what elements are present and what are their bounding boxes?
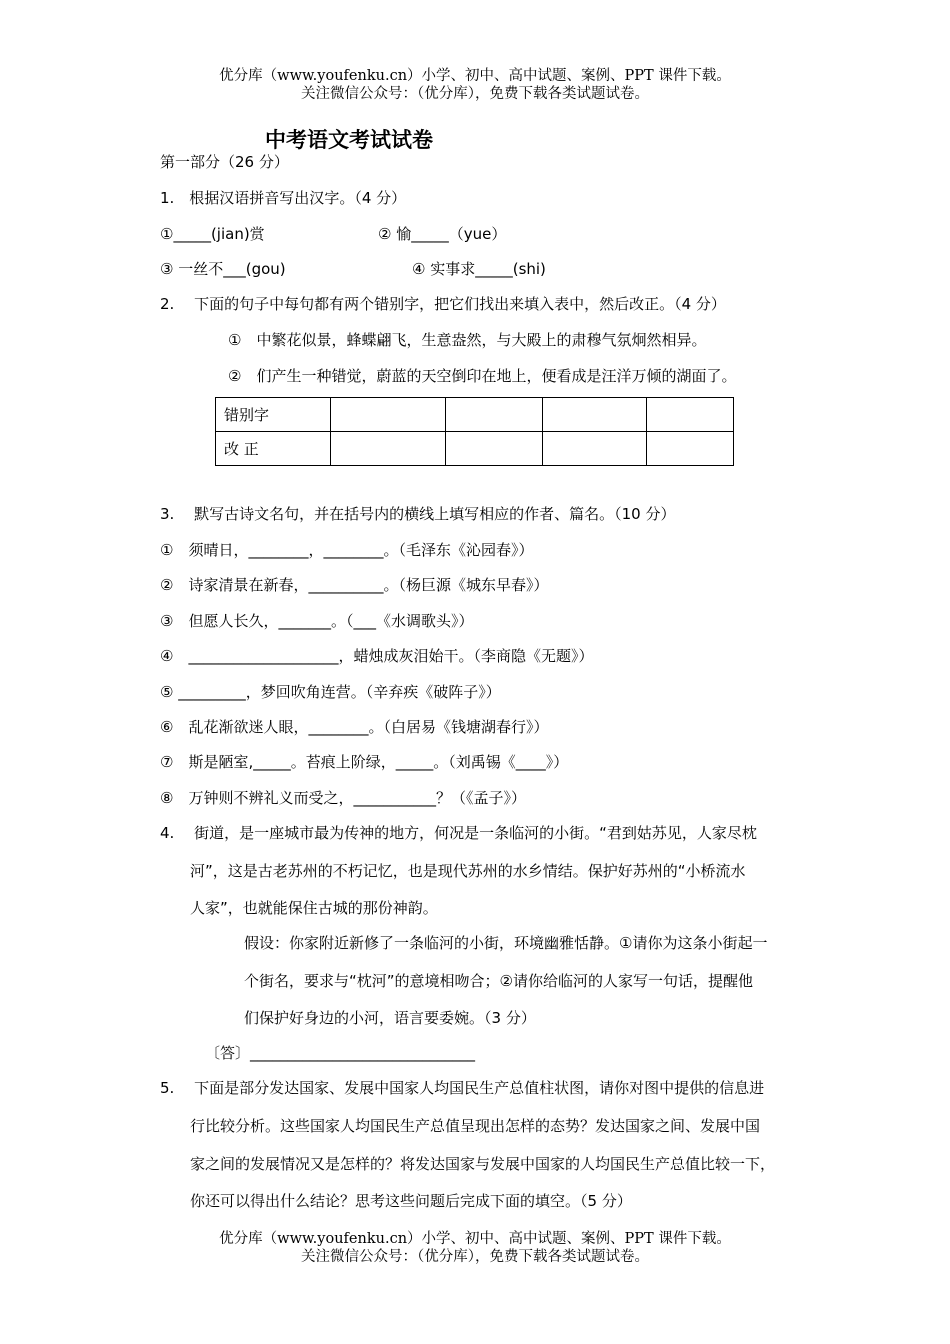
q3-item: ⑥ 乱花渐欲迷人眼，________。（白居易《钱塘湖春行》） bbox=[160, 718, 549, 736]
q3-item: ⑤ _________，梦回吹角连营。（辛弃疾《破阵子》） bbox=[160, 683, 501, 701]
table-cell[interactable] bbox=[543, 398, 647, 432]
q1-item-c: ③ 一丝不___(gou) bbox=[160, 260, 286, 278]
q4-line: 4. 街道，是一座城市最为传神的地方，何况是一条临河的小街。“君到姑苏见，人家尽枕 bbox=[160, 824, 757, 842]
table-row bbox=[216, 398, 734, 432]
q3-item: ① 须晴日，________，________。（毛泽东《沁园春》） bbox=[160, 541, 534, 559]
q2-sentence-1: ① 中繁花似景，蜂蝶翩飞，生意盎然，与大殿上的肃穆气氛炯然相异。 bbox=[228, 331, 707, 349]
q3-item: ② 诗家清景在新春，__________。（杨巨源《城东早春》） bbox=[160, 576, 549, 594]
q1-stem: 1. 根据汉语拼音写出汉字。（4 分） bbox=[160, 189, 407, 207]
table-cell[interactable] bbox=[331, 398, 446, 432]
footer-line-1: 优分库（www.youfenku.cn）小学、初中、高中试题、案例、PPT 课件下载。 bbox=[219, 1231, 731, 1247]
table-row-label: 错别字 bbox=[216, 398, 331, 432]
table-cell[interactable] bbox=[647, 432, 734, 466]
q5-line: 你还可以得出什么结论？思考这些问题后完成下面的填空。（5 分） bbox=[190, 1192, 632, 1210]
table-row-label: 改 正 bbox=[216, 432, 331, 466]
q3-stem: 3. 默写古诗文名句，并在括号内的横线上填写相应的作者、篇名。（10 分） bbox=[160, 505, 676, 523]
header-line-2: 关注微信公众号：（优分库），免费下载各类试题试卷。 bbox=[301, 86, 649, 102]
table-cell[interactable] bbox=[543, 432, 647, 466]
q2-stem: 2. 下面的句子中每句都有两个错别字，把它们找出来填入表中，然后改正。（4 分） bbox=[160, 295, 726, 313]
q3-item: ⑦ 斯是陋室,_____。苔痕上阶绿，_____。（刘禹锡《____》） bbox=[160, 753, 569, 771]
q1-item-b: ② 愉_____（yue） bbox=[378, 225, 507, 243]
correction-table bbox=[215, 397, 734, 466]
q3-item: ④ ____________________，蜡烛成灰泪始干。（李商隐《无题》） bbox=[160, 647, 594, 665]
q1-item-d: ④ 实事求_____(shi) bbox=[412, 260, 546, 278]
q4-line: 人家”，也就能保住古城的那份神韵。 bbox=[190, 899, 438, 917]
q4-hypothesis-line: 们保护好身边的小河，语言要委婉。（3 分） bbox=[244, 1009, 536, 1027]
q4-hypothesis-line: 假设：你家附近新修了一条临河的小街，环境幽雅恬静。①请你为这条小街起一 bbox=[244, 934, 768, 952]
q4-answer-line[interactable]: 〔答〕______________________________ bbox=[205, 1044, 476, 1062]
q3-item: ⑧ 万钟则不辨礼义而受之，___________？（《孟子》） bbox=[160, 789, 526, 807]
q4-line: 河”，这是古老苏州的不朽记忆，也是现代苏州的水乡情结。保护好苏州的“小桥流水 bbox=[190, 862, 746, 880]
q2-sentence-2: ② 们产生一种错觉，蔚蓝的天空倒印在地上，便看成是汪洋万倾的湖面了。 bbox=[228, 367, 737, 385]
page-title: 中考语文考试试卷 bbox=[265, 128, 433, 152]
q4-hypothesis-line: 个街名，要求与“枕河”的意境相吻合；②请你给临河的人家写一句话，提醒他 bbox=[244, 972, 753, 990]
q5-line: 5. 下面是部分发达国家、发展中国家人均国民生产总值柱状图，请你对图中提供的信息进 bbox=[160, 1079, 765, 1097]
table-cell[interactable] bbox=[446, 432, 543, 466]
q5-line: 行比较分析。这些国家人均国民生产总值呈现出怎样的态势？发达国家之间、发展中国 bbox=[190, 1117, 761, 1135]
table-cell[interactable] bbox=[647, 398, 734, 432]
q3-item: ③ 但愿人长久，_______。（___《水调歌头》） bbox=[160, 612, 474, 630]
table-row bbox=[216, 432, 734, 466]
q1-item-a: ①_____(jian)赏 bbox=[160, 225, 265, 243]
part-heading: 第一部分（26 分） bbox=[160, 153, 289, 171]
footer-line-2: 关注微信公众号：（优分库），免费下载各类试题试卷。 bbox=[301, 1249, 649, 1265]
table-cell[interactable] bbox=[446, 398, 543, 432]
q5-line: 家之间的发展情况又是怎样的？将发达国家与发展中国家的人均国民生产总值比较一下， bbox=[190, 1155, 776, 1173]
header-line-1: 优分库（www.youfenku.cn）小学、初中、高中试题、案例、PPT 课件下载。 bbox=[219, 68, 731, 84]
table-cell[interactable] bbox=[331, 432, 446, 466]
